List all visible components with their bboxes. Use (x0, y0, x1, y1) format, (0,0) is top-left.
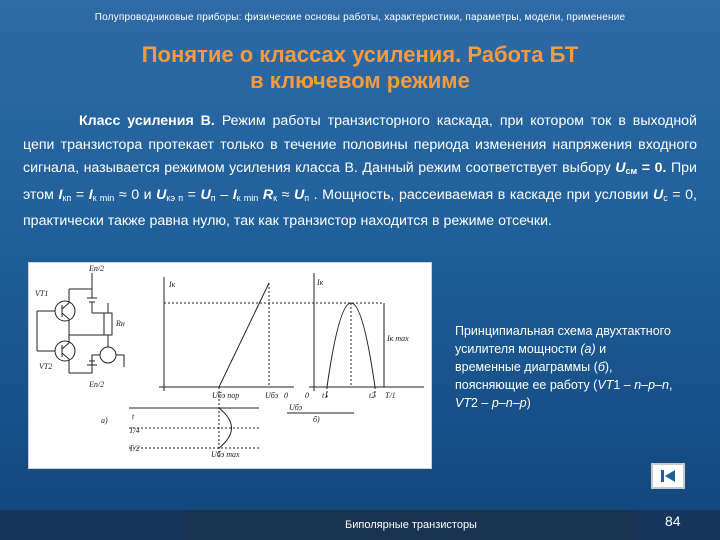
label-ubeporog: Uбэ пор (212, 391, 240, 400)
caption-a: (а) (580, 342, 596, 356)
slide-title (0, 42, 720, 94)
term-label: Класс усиления В. (79, 113, 215, 129)
eq-1: = (71, 186, 89, 203)
body-text-4: = 0, практически также равна нулю, так как транзистор находится в режиме отсечки. (23, 186, 697, 229)
page-number: 84 (665, 513, 681, 529)
body-text-2: При этом (23, 160, 697, 203)
caption-npn: n–p–n (634, 378, 669, 392)
sub-up: п (210, 192, 216, 203)
label-ikmax: Iк max (387, 334, 409, 343)
figure-svg (29, 263, 431, 468)
caption-text-6: – (477, 396, 492, 410)
course-header: Полупроводниковые приборы: физические основы работы, характеристики, параметры, модели, применение (94, 12, 626, 23)
label-ep2-bot: Eп/2 (89, 380, 105, 389)
body-text-3: . Мощность, рассеиваемая в каскаде при условии (309, 186, 653, 203)
label-rn: Rн (116, 319, 125, 328)
caption-vt1-num: 1 (613, 378, 621, 392)
minus: – (215, 186, 233, 203)
label-zero-1: 0 (305, 391, 309, 400)
caption-text-2: и временные диаграммы ( (455, 342, 607, 374)
caption-text-3: ), поясняющие ее работу ( (455, 360, 613, 392)
label-b: б) (313, 415, 320, 424)
label-ep2-top: Eп/2 (89, 264, 105, 273)
var-uke: U (156, 186, 167, 203)
var-ik: I (88, 186, 93, 203)
caption-vt2: VT (455, 396, 471, 410)
sub-rk: к (273, 192, 277, 203)
var-ucm: U (615, 160, 626, 176)
label-ube-2: Uбэ (289, 403, 303, 412)
var-ikmin: I (232, 186, 237, 203)
body-paragraph (23, 110, 697, 234)
caption-vt2-num: 2 (470, 396, 478, 410)
label-t2-time: t2 (369, 391, 376, 400)
caption-text-7: ) (526, 396, 531, 410)
label-t2: T/2 (129, 444, 140, 453)
sub-up2: п (304, 192, 310, 203)
title-line-1: Понятие о классах усиления. Работа БТ (141, 42, 579, 67)
approx-1: ≈ (277, 186, 294, 203)
sub-ik: к min (92, 192, 115, 203)
body-text-1: Режим работы транзисторного каскада, при котором ток в выходной цепи транзистора протекает только в течение половины периода изменения напряжения входного сигнала, называется режимом усиления класса В. Данный режим соответствует выбору (23, 113, 697, 176)
footer-subject: Биполярные транзисторы (185, 510, 637, 540)
label-ik-left: Iк (169, 280, 176, 289)
label-zero-2: 0 (284, 391, 288, 400)
caption-text-5: , (668, 378, 673, 392)
eq-2: = (183, 186, 201, 203)
caption-pnp: p–n–p (491, 396, 527, 410)
label-t1: t1 (322, 391, 329, 400)
sub-uc: с (663, 192, 668, 203)
caption-text-4: – (620, 378, 635, 392)
label-ubemax: Uбэ max (211, 450, 240, 459)
footer-bar (0, 510, 720, 540)
sub-ikmin: к min (236, 192, 259, 203)
label-ik-right: Iк (317, 278, 324, 287)
caption-text-1: Принципиальная схема двухтактного усилителя мощности (455, 324, 671, 356)
label-a: а) (101, 416, 108, 425)
caption-vt1: VT (597, 378, 614, 392)
first-slide-button[interactable] (651, 463, 685, 489)
var-uc: U (652, 186, 664, 203)
eq-0: = 0. (637, 160, 667, 176)
var-ikp: I (58, 186, 63, 203)
label-vt1: VT1 (35, 289, 49, 298)
figure-caption (455, 322, 675, 412)
approx-0: ≈ 0 и (114, 186, 157, 203)
sub-ikp: кп (62, 192, 72, 203)
transfer-plot (129, 277, 384, 458)
skip-to-start-icon (658, 468, 678, 484)
label-ube: Uбэ (265, 391, 279, 400)
circuit-schematic (37, 273, 124, 373)
var-rk: R (262, 186, 274, 203)
sub-ucm: см (625, 166, 638, 176)
label-T1: T/1 (385, 391, 396, 400)
label-t: t (132, 412, 135, 421)
label-t4: T/4 (129, 426, 140, 435)
footer-left-block (0, 510, 185, 540)
sub-uke: кэ п (166, 192, 184, 203)
caption-b: б (597, 360, 605, 374)
var-up: U (200, 186, 211, 203)
circuit-and-timing-figure (28, 262, 432, 469)
label-vt2: VT2 (39, 362, 53, 371)
var-up2: U (293, 186, 305, 203)
title-line-2: в ключевом режиме (250, 68, 470, 93)
